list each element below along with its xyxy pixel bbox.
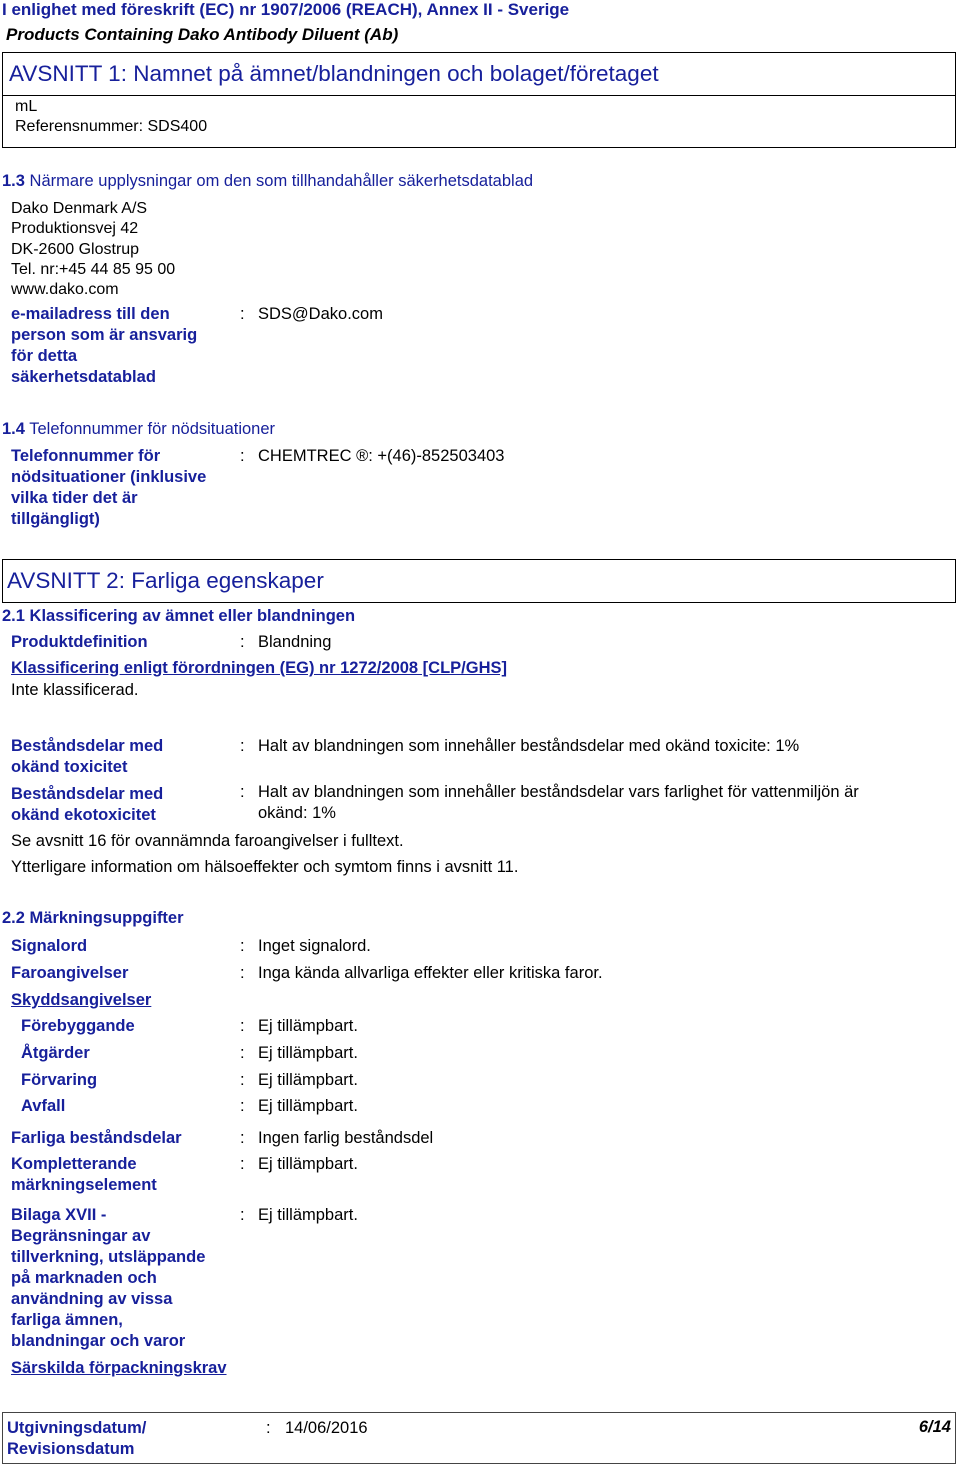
section2-title-bar xyxy=(2,559,956,603)
supplemental-label-elements-value: Ej tillämpbart. xyxy=(258,1155,358,1173)
precautionary-statements-label: Skyddsangivelser xyxy=(11,991,152,1009)
supplemental-label-elements-label: Kompletterande märkningselement xyxy=(11,1155,157,1194)
unknown-ecotoxicity-colon: : xyxy=(240,783,245,801)
signal-word-label: Signalord xyxy=(11,937,88,955)
disposal-label: Avfall xyxy=(21,1097,66,1115)
email-colon: : xyxy=(240,305,245,323)
subsection-2-2-heading xyxy=(2,909,184,928)
emergency-phone-colon: : xyxy=(240,447,245,465)
hazardous-ingredients-colon: : xyxy=(240,1129,245,1147)
footer-date-colon: : xyxy=(266,1419,271,1437)
product-definition-colon: : xyxy=(240,633,245,651)
section2-title: AVSNITT 2: Farliga egenskaper xyxy=(7,568,324,593)
footer-date-value: 14/06/2016 xyxy=(285,1419,368,1437)
response-value: Ej tillämpbart. xyxy=(258,1044,358,1062)
unknown-toxicity-value: Halt av blandningen som innehåller beståndsdelar med okänd toxicite: 1% xyxy=(258,737,800,755)
signal-word-value: Inget signalord. xyxy=(258,937,371,955)
unit-line: mL xyxy=(15,98,38,115)
company-city: DK-2600 Glostrup xyxy=(11,240,140,258)
emergency-phone-label: Telefonnummer för nödsituationer (inklusive vilka tider det är tillgängligt) xyxy=(11,447,207,528)
storage-value: Ej tillämpbart. xyxy=(258,1071,358,1089)
storage-label: Förvaring xyxy=(21,1071,98,1089)
clp-classification-heading: Klassificering enligt förordningen (EG) nr 1272/2008 [CLP/GHS] xyxy=(11,659,508,677)
emergency-phone-value: CHEMTREC ®: +(46)-852503403 xyxy=(258,447,505,465)
hazard-statements-value: Inga kända allvarliga effekter eller kritiska faror. xyxy=(258,964,603,982)
note-hazard-statements: Se avsnitt 16 för ovannämnda faroangivelser i fulltext. xyxy=(11,832,404,850)
company-address xyxy=(11,199,175,300)
product-definition-value: Blandning xyxy=(258,633,332,651)
annex-xvii-colon: : xyxy=(240,1206,245,1224)
hazard-statements-label: Faroangivelser xyxy=(11,964,129,982)
special-packaging-label: Särskilda förpackningskrav xyxy=(11,1359,227,1377)
unknown-ecotoxicity-value-line1: Halt av blandningen som innehåller beståndsdelar vars farlighet för vattenmiljön är xyxy=(258,783,859,801)
subsection-1-4-heading xyxy=(2,420,275,439)
page-number: 6/14 xyxy=(918,1418,951,1436)
product-definition-label: Produktdefinition xyxy=(11,633,148,651)
prevention-colon: : xyxy=(240,1017,245,1035)
company-website[interactable]: www.dako.com xyxy=(11,281,119,299)
regulation-header: I enlighet med föreskrift (EC) nr 1907/2006 (REACH), Annex II - Sverige xyxy=(2,0,570,19)
unknown-ecotoxicity-value-line2: okänd: 1% xyxy=(258,804,336,822)
email-label: e-mailadress till den person som är ansvarig för detta säkerhetsdatablad xyxy=(11,305,198,386)
annex-xvii-label: Bilaga XVII - Begränsningar av tillverkning, utsläppande på marknaden och användning av vissa farliga ämnen, blandningar och varor xyxy=(11,1206,206,1350)
company-street: Produktionsvej 42 xyxy=(11,220,139,238)
product-name: Products Containing Dako Antibody Diluent (Ab) xyxy=(6,25,399,44)
subsection-number: 2.1 xyxy=(2,607,25,625)
company-name: Dako Denmark A/S xyxy=(11,200,148,217)
unknown-toxicity-label: Beståndsdelar med okänd toxicitet xyxy=(11,737,164,776)
prevention-label: Förebyggande xyxy=(21,1017,135,1035)
supplemental-label-elements-colon: : xyxy=(240,1155,245,1173)
subsection-number: 1.3 xyxy=(2,172,25,190)
reference-number: Referensnummer: SDS400 xyxy=(15,118,208,135)
prevention-value: Ej tillämpbart. xyxy=(258,1017,358,1035)
subsection-number: 1.4 xyxy=(2,420,25,438)
subsection-2-1-heading xyxy=(2,607,355,626)
subsection-number: 2.2 xyxy=(2,909,25,927)
footer-date-label: Utgivningsdatum/ Revisionsdatum xyxy=(7,1419,147,1458)
storage-colon: : xyxy=(240,1071,245,1089)
response-colon: : xyxy=(240,1044,245,1062)
note-health-effects: Ytterligare information om hälsoeffekter och symtom finns i avsnitt 11. xyxy=(11,858,519,876)
unknown-ecotoxicity-label: Beståndsdelar med okänd ekotoxicitet xyxy=(11,785,164,824)
clp-classification-value: Inte klassificerad. xyxy=(11,681,139,699)
subsection-title: Märkningsuppgifter xyxy=(24,909,184,927)
hazardous-ingredients-value: Ingen farlig beståndsdel xyxy=(258,1129,434,1147)
disposal-value: Ej tillämpbart. xyxy=(258,1097,358,1115)
response-label: Åtgärder xyxy=(21,1044,90,1062)
subsection-1-3-heading xyxy=(2,172,533,191)
disposal-colon: : xyxy=(240,1097,245,1115)
unknown-toxicity-colon: : xyxy=(240,737,245,755)
hazard-statements-colon: : xyxy=(240,964,245,982)
annex-xvii-value: Ej tillämpbart. xyxy=(258,1206,358,1224)
company-phone: Tel. nr:+45 44 85 95 00 xyxy=(11,260,176,278)
subsection-title: Klassificering av ämnet eller blandningen xyxy=(24,607,356,625)
email-value[interactable]: SDS@Dako.com xyxy=(258,305,383,323)
section1-title: AVSNITT 1: Namnet på ämnet/blandningen och bolaget/företaget xyxy=(9,61,659,86)
footer-box xyxy=(2,1412,956,1464)
section1-title-bar xyxy=(3,53,955,96)
subsection-title: Närmare upplysningar om den som tillhandahåller säkerhetsdatablad xyxy=(24,172,534,190)
hazardous-ingredients-label: Farliga beståndsdelar xyxy=(11,1129,182,1147)
subsection-title: Telefonnummer för nödsituationer xyxy=(24,420,276,438)
signal-word-colon: : xyxy=(240,937,245,955)
section1-box xyxy=(2,52,956,148)
